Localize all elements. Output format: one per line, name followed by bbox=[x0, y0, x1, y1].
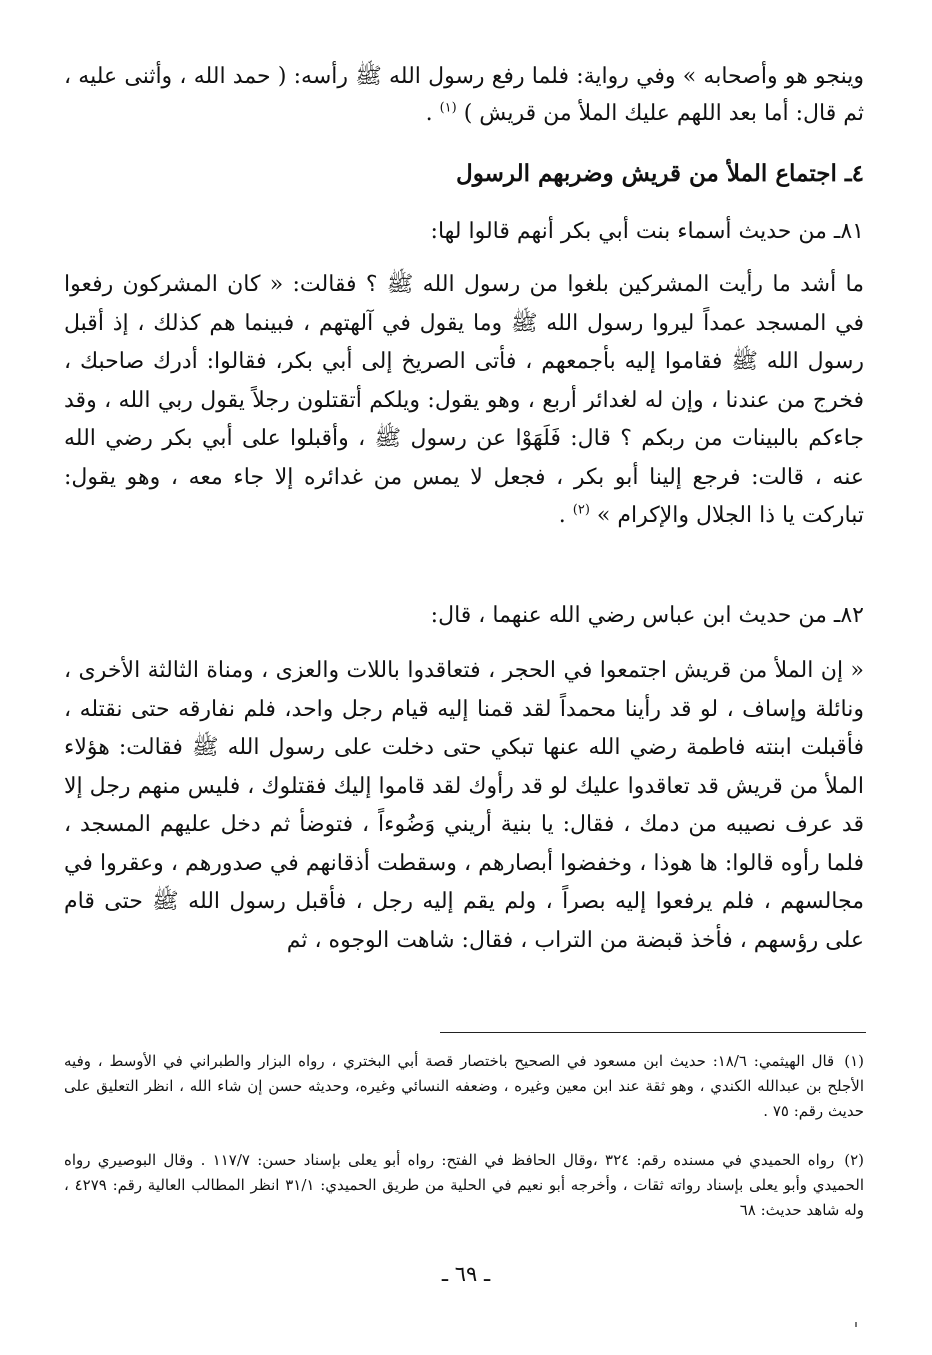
scan-speck bbox=[855, 1322, 857, 1327]
footnote-2 bbox=[64, 1148, 864, 1223]
hadith-81-intro: ٨١ـ من حديث أسماء بنت أبي بكر أنهم قالوا لها: bbox=[430, 219, 864, 244]
top-paragraph-end: . bbox=[425, 101, 433, 126]
footnote-divider bbox=[440, 1032, 866, 1033]
hadith-82-text bbox=[64, 652, 864, 960]
hadith-81-body: ما أشد ما رأيت المشركين بلغوا من رسول الله ﷺ ؟ فقالت: « كان المشركون رفعوا في المسجد عمداً ليروا رسول الله ﷺ وما يقول في آلهتهم ، فبينما هم كذلك ، إذ أقبل رسول الله ﷺ فقاموا إليه بأجمعهم ، فأتى الصريخ إلى أبي بكر، فقالوا: أدرك صاحبك ، فخرج من عندنا ، وإن له لغدائر أربع ، وهو يقول: ويلكم أتقتلون رجلاً يقول ربي الله ، وقد جاءكم بالبينات من ربكم ؟ قال: فَلَهَوْا عن رسول ﷺ ، وأقبلوا على أبي بكر رضي الله عنه ، قالت: فرجع إلينا أبو بكر ، فجعل لا يمس من غدائره إلا جاء معه ، وهو يقول: تباركت يا ذا الجلال والإكرام » bbox=[64, 272, 864, 528]
hadith-82-body: « إن الملأ من قريش اجتمعوا في الحجر ، فتعاقدوا باللات والعزى ، ومناة الثالثة الأخرى ، ونائلة وإساف ، لو قد رأينا محمداً لقد قمنا إليه قيام رجل واحد، فلم نفارقه حتى نقتله ، فأقبلت ابنته فاطمة رضي الله عنها تبكي حتى دخلت على رسول الله ﷺ فقالت: هؤلاء الملأ من قريش قد تعاقدوا عليك لو قد رأوك لقد قاموا إليك فقتلوك ، فليس منهم رجل إلا قد عرف نصيبه من دمك ، فقال: يا بنية أريني وَضُوءاً ، فتوضأ ثم دخل عليهم المسجد ، فلما رأوه قالوا: ها هوذا ، وخفضوا أبصارهم ، وسقطت أذقانهم في صدورهم ، وعقروا في مجالسهم ، فلم يرفعوا إليه بصراً ، ولم يقم إليه رجل ، فأقبل رسول الله ﷺ حتى قام على رؤسهم ، فأخذ قبضة من التراب ، فقال: شاهت الوجوه ، ثم bbox=[64, 658, 864, 953]
footnote-ref-1: (١) bbox=[439, 100, 457, 116]
footnote-ref-2: (٢) bbox=[572, 502, 590, 518]
hadith-81-text bbox=[64, 266, 864, 536]
page-number: ـ ٦٩ ـ bbox=[441, 1262, 491, 1286]
top-paragraph-text: وينجو هو وأصحابه » وفي رواية: فلما رفع رسول الله ﷺ رأسه: ( حمد الله ، وأثنى عليه ، ثم قال: أما بعد اللهم عليك الملأ من قريش ) bbox=[64, 64, 864, 126]
footnote-2-number: (٢) bbox=[844, 1151, 865, 1169]
footnote-1-number: (١) bbox=[844, 1052, 864, 1070]
hadith-82-intro: ٨٢ـ من حديث ابن عباس رضي الله عنهما ، قال: bbox=[430, 603, 864, 628]
footnote-1 bbox=[64, 1049, 864, 1124]
top-paragraph bbox=[64, 58, 864, 132]
hadith-81-end: . bbox=[558, 503, 566, 528]
section-heading: ٤ـ اجتماع الملأ من قريش وضربهم الرسول bbox=[456, 160, 864, 187]
footnote-2-text: رواه الحميدي في مسنده رقم: ٣٢٤ ،وقال الحافظ في الفتح: رواه أبو يعلى بإسناد حسن: ١١٧/٧ . وقال البوصيري رواه الحميدي وأبو يعلى بإسناد رواته ثقات ، وأخرجه أبو نعيم في الحلية من طريق الحميدي: ٣١/١ انظر المطالب العالية رقم: ٤٢٧٩ ، وله شاهد حديث: ٦٨ bbox=[64, 1151, 865, 1219]
footnote-1-text: قال الهيثمي: ١٨/٦: حديث ابن مسعود في الصحيح باختصار قصة أبي البختري ، رواه البزار والطبراني في الأوسط ، وفيه الأجلح بن عبدالله الكندي ، وهو ثقة عند ابن معين وغيره ، وضعفه النسائي وغيره، وحديثه حسن إن شاء الله ، انظر التعليق على حديث رقم: ٧٥ . bbox=[64, 1052, 864, 1120]
